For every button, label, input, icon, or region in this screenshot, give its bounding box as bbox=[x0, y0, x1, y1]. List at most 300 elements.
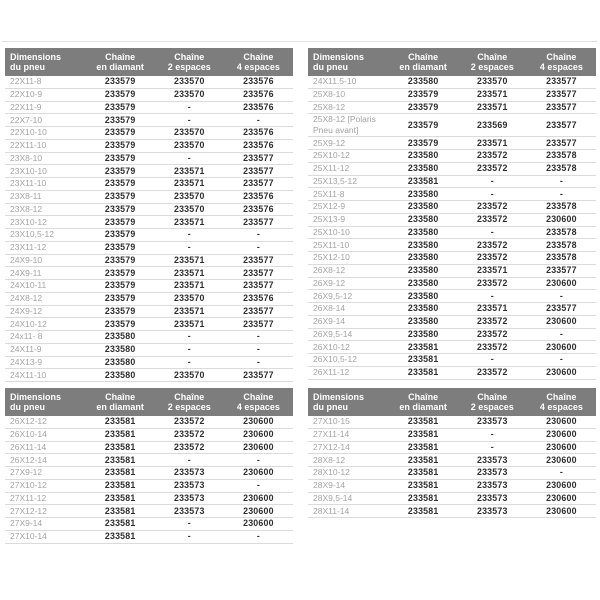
table-row bbox=[5, 280, 293, 293]
part-number-cell: 233572 bbox=[174, 429, 205, 440]
table-row bbox=[308, 505, 596, 518]
tire-dimension-cell: 28X10-12 bbox=[313, 467, 350, 478]
part-number-cell: 233579 bbox=[104, 76, 136, 87]
part-number-cell: 233577 bbox=[243, 280, 274, 291]
table-row bbox=[5, 153, 293, 166]
table-row bbox=[5, 293, 293, 306]
part-number-cell: 233570 bbox=[174, 293, 205, 304]
part-number-cell: - bbox=[490, 226, 494, 237]
table-row bbox=[308, 341, 596, 354]
part-number-cell: 230600 bbox=[546, 214, 577, 225]
part-number-cell: 233577 bbox=[546, 119, 577, 130]
part-number-cell: - bbox=[490, 290, 494, 301]
part-number-cell: - bbox=[490, 175, 494, 186]
table-row bbox=[308, 150, 596, 163]
part-number-cell: 233572 bbox=[477, 163, 508, 174]
column-header: Chaîne 4 espaces bbox=[236, 391, 280, 412]
tire-dimension-cell: 28X11-14 bbox=[313, 505, 350, 516]
part-number-cell: 233570 bbox=[174, 127, 205, 138]
table-row bbox=[308, 252, 596, 265]
tire-dimension-cell: 27X9-14 bbox=[10, 518, 43, 529]
column-header: Dimensions du pneu bbox=[313, 51, 365, 72]
part-number-cell: - bbox=[256, 331, 260, 342]
column-header: Chaîne 2 espaces bbox=[470, 391, 514, 412]
part-number-cell: 230600 bbox=[243, 467, 274, 478]
tire-dimension-cell: 23X10-10 bbox=[10, 165, 47, 176]
tire-dimension-cell: 25X10-12 bbox=[313, 150, 350, 161]
table-header bbox=[5, 48, 293, 76]
table-row bbox=[308, 278, 596, 291]
part-number-cell: - bbox=[559, 188, 563, 199]
table-header bbox=[5, 388, 293, 416]
part-number-cell: 233573 bbox=[174, 467, 205, 478]
tire-dimension-cell: 26X8-12 bbox=[313, 265, 346, 276]
part-number-cell: 233571 bbox=[174, 178, 205, 189]
part-number-cell: - bbox=[559, 354, 563, 365]
tire-dimension-cell: 22X11-10 bbox=[10, 140, 47, 151]
part-number-cell: - bbox=[256, 356, 260, 367]
part-number-cell: 233581 bbox=[407, 505, 439, 516]
part-number-cell: 233570 bbox=[174, 369, 205, 380]
table-row bbox=[308, 227, 596, 240]
top-divider-line bbox=[2, 41, 597, 42]
tire-dimension-cell: 28X8-12 bbox=[313, 454, 346, 465]
part-number-cell: 233581 bbox=[407, 367, 439, 378]
part-number-cell: 233579 bbox=[104, 191, 136, 202]
table-row bbox=[308, 290, 596, 303]
part-number-cell: 233579 bbox=[104, 140, 136, 151]
tire-dimension-cell: 25X8-12 bbox=[313, 101, 346, 112]
part-number-cell: 233572 bbox=[174, 441, 205, 452]
part-number-cell: 233576 bbox=[243, 89, 274, 100]
part-number-cell: 233580 bbox=[407, 277, 439, 288]
part-number-cell: 230600 bbox=[546, 341, 577, 352]
tire-dimension-cell: 22X10-9 bbox=[10, 89, 43, 100]
tire-dimension-cell: 28X9-14 bbox=[313, 480, 346, 491]
tire-dimension-cell: 25X9-12 bbox=[313, 137, 346, 148]
part-number-cell: 230600 bbox=[546, 505, 577, 516]
table-header bbox=[308, 48, 596, 76]
part-number-cell: 233572 bbox=[477, 316, 508, 327]
part-number-cell: 233572 bbox=[477, 214, 508, 225]
part-number-cell: - bbox=[187, 114, 191, 125]
part-number-cell: 233580 bbox=[407, 226, 439, 237]
part-number-cell: 233571 bbox=[174, 254, 205, 265]
part-number-cell: 230600 bbox=[546, 416, 577, 427]
part-number-cell: 233571 bbox=[174, 165, 205, 176]
tire-chain-table-bottom-left bbox=[5, 388, 293, 544]
table-row bbox=[5, 76, 293, 89]
tire-dimension-cell: 24X9-10 bbox=[10, 254, 43, 265]
tire-dimension-cell: 27X12-14 bbox=[313, 441, 350, 452]
part-number-cell: 230600 bbox=[546, 480, 577, 491]
tire-dimension-cell: 24X8-12 bbox=[10, 293, 43, 304]
part-number-cell: 233579 bbox=[104, 229, 136, 240]
part-number-cell: 233580 bbox=[407, 316, 439, 327]
part-number-cell: 233581 bbox=[104, 505, 136, 516]
part-number-cell: 233580 bbox=[407, 150, 439, 161]
part-number-cell: 233572 bbox=[477, 252, 508, 263]
part-number-cell: 233581 bbox=[104, 467, 136, 478]
table-row bbox=[5, 255, 293, 268]
tire-dimension-cell: 27X9-12 bbox=[10, 467, 43, 478]
part-number-cell: 233569 bbox=[477, 119, 508, 130]
part-number-cell: - bbox=[256, 480, 260, 491]
table-row bbox=[5, 369, 293, 382]
column-header: Dimensions du pneu bbox=[10, 51, 62, 72]
part-number-cell: 230600 bbox=[546, 454, 577, 465]
table-row bbox=[308, 467, 596, 480]
part-number-cell: 233581 bbox=[407, 175, 439, 186]
part-number-cell: 233577 bbox=[243, 318, 274, 329]
table-row bbox=[5, 89, 293, 102]
part-number-cell: 233571 bbox=[174, 318, 205, 329]
part-number-cell: 233570 bbox=[477, 76, 508, 87]
part-number-cell: 230600 bbox=[546, 367, 577, 378]
tire-dimension-cell: 28X9,5-14 bbox=[313, 492, 353, 503]
tire-dimension-cell: 25X10-10 bbox=[313, 226, 350, 237]
part-number-cell: 233579 bbox=[104, 101, 136, 112]
tire-dimension-cell: 26X9-14 bbox=[313, 316, 346, 327]
part-number-cell: - bbox=[490, 429, 494, 440]
part-number-cell: 230600 bbox=[546, 277, 577, 288]
table-row bbox=[308, 416, 596, 429]
part-number-cell: 233577 bbox=[546, 137, 577, 148]
part-number-cell: 233579 bbox=[407, 101, 439, 112]
part-number-cell: 233576 bbox=[243, 191, 274, 202]
part-number-cell: 233580 bbox=[104, 331, 136, 342]
part-number-cell: 233579 bbox=[104, 114, 136, 125]
tire-dimension-cell: 26X9,5-14 bbox=[313, 328, 353, 339]
column-header: Chaîne 4 espaces bbox=[539, 391, 583, 412]
table-row bbox=[308, 429, 596, 442]
part-number-cell: 230600 bbox=[546, 316, 577, 327]
table-row bbox=[5, 229, 293, 242]
part-number-cell: 233580 bbox=[407, 252, 439, 263]
table-row bbox=[308, 265, 596, 278]
tire-dimension-cell: 23X11-10 bbox=[10, 178, 47, 189]
tire-dimension-cell: 23X8-10 bbox=[10, 152, 43, 163]
tire-dimension-cell: 25X13-9 bbox=[313, 214, 346, 225]
part-number-cell: 233577 bbox=[243, 254, 274, 265]
part-number-cell: 233579 bbox=[407, 119, 439, 130]
part-number-cell: 230600 bbox=[243, 416, 274, 427]
part-number-cell: 233573 bbox=[174, 492, 205, 503]
part-number-cell: - bbox=[187, 531, 191, 542]
part-number-cell: 233571 bbox=[174, 216, 205, 227]
part-number-cell: - bbox=[187, 454, 191, 465]
part-number-cell: 233581 bbox=[407, 492, 439, 503]
part-number-cell: 233576 bbox=[243, 293, 274, 304]
part-number-cell: 233579 bbox=[104, 203, 136, 214]
tire-chain-table-top-right bbox=[308, 48, 596, 380]
part-number-cell: 233581 bbox=[407, 467, 439, 478]
tire-chain-table-bottom-right bbox=[308, 388, 596, 518]
part-number-cell: 233581 bbox=[104, 531, 136, 542]
tire-dimension-cell: 26X10-14 bbox=[10, 429, 47, 440]
part-number-cell: 233572 bbox=[477, 341, 508, 352]
table-row bbox=[5, 505, 293, 518]
part-number-cell: 233581 bbox=[104, 492, 136, 503]
table-row bbox=[308, 214, 596, 227]
part-number-cell: 233572 bbox=[477, 201, 508, 212]
part-number-cell: 233577 bbox=[243, 165, 274, 176]
tire-dimension-cell: 23X8-11 bbox=[10, 191, 42, 202]
part-number-cell: 233571 bbox=[174, 305, 205, 316]
tire-dimension-cell: 23X11-12 bbox=[10, 242, 47, 253]
part-number-cell: 233579 bbox=[104, 267, 136, 278]
part-number-cell: 233570 bbox=[174, 140, 205, 151]
part-number-cell: 233573 bbox=[477, 492, 508, 503]
table-row bbox=[308, 329, 596, 342]
part-number-cell: 230600 bbox=[243, 441, 274, 452]
table-row bbox=[5, 493, 293, 506]
part-number-cell: - bbox=[187, 101, 191, 112]
part-number-cell: 230600 bbox=[243, 429, 274, 440]
part-number-cell: - bbox=[256, 344, 260, 355]
tire-dimension-cell: 26X9-12 bbox=[313, 277, 346, 288]
table-row bbox=[5, 178, 293, 191]
tire-dimension-cell: 27X10-14 bbox=[10, 531, 47, 542]
tire-chain-table-top-left bbox=[5, 48, 293, 382]
table-row bbox=[5, 191, 293, 204]
table-row bbox=[5, 429, 293, 442]
table-row bbox=[5, 306, 293, 319]
part-number-cell: 233579 bbox=[407, 137, 439, 148]
table-row bbox=[308, 454, 596, 467]
tire-dimension-cell: 26X10,5-12 bbox=[313, 354, 357, 365]
part-number-cell: - bbox=[559, 467, 563, 478]
tire-dimension-cell: 27X10-12 bbox=[10, 480, 47, 491]
table-row bbox=[308, 316, 596, 329]
part-number-cell: - bbox=[256, 454, 260, 465]
table-row bbox=[5, 140, 293, 153]
part-number-cell: - bbox=[559, 175, 563, 186]
part-number-cell: 233577 bbox=[546, 89, 577, 100]
table-row bbox=[308, 188, 596, 201]
table-row bbox=[5, 467, 293, 480]
tire-dimension-cell: 22X7-10 bbox=[10, 114, 43, 125]
table-row bbox=[308, 239, 596, 252]
tire-dimension-cell: 25X13,5-12 bbox=[313, 175, 357, 186]
part-number-cell: 233581 bbox=[407, 429, 439, 440]
table-row bbox=[5, 357, 293, 370]
part-number-cell: 233573 bbox=[477, 416, 508, 427]
part-number-cell: - bbox=[187, 229, 191, 240]
part-number-cell: 233580 bbox=[407, 76, 439, 87]
part-number-cell: 233580 bbox=[407, 163, 439, 174]
part-number-cell: - bbox=[256, 229, 260, 240]
table-row bbox=[308, 89, 596, 102]
tire-dimension-cell: 22X10-10 bbox=[10, 127, 47, 138]
part-number-cell: 233581 bbox=[104, 454, 136, 465]
column-header: Chaîne en diamant bbox=[96, 391, 144, 412]
tire-dimension-cell: 26X10-12 bbox=[313, 341, 350, 352]
table-row bbox=[5, 102, 293, 115]
column-header: Dimensions du pneu bbox=[313, 391, 365, 412]
part-number-cell: 233571 bbox=[477, 265, 508, 276]
tire-dimension-cell: 24X11.5-10 bbox=[313, 76, 357, 87]
tire-dimension-cell: 25X12-9 bbox=[313, 201, 346, 212]
table-row bbox=[5, 127, 293, 140]
table-row bbox=[5, 242, 293, 255]
tire-dimension-cell: 24X9-11 bbox=[10, 267, 42, 278]
part-number-cell: - bbox=[187, 331, 191, 342]
part-number-cell: 233570 bbox=[174, 76, 205, 87]
part-number-cell: 233571 bbox=[174, 267, 205, 278]
part-number-cell: 233580 bbox=[104, 356, 136, 367]
column-header: Chaîne 4 espaces bbox=[236, 51, 280, 72]
part-number-cell: 233576 bbox=[243, 203, 274, 214]
part-number-cell: 233572 bbox=[477, 367, 508, 378]
tire-dimension-cell: 23X8-12 bbox=[10, 203, 43, 214]
tire-dimension-cell: 25X8-10 bbox=[313, 89, 346, 100]
table-row bbox=[308, 442, 596, 455]
part-number-cell: 233581 bbox=[407, 354, 439, 365]
part-number-cell: 233573 bbox=[477, 505, 508, 516]
part-number-cell: 233576 bbox=[243, 76, 274, 87]
tire-dimension-cell: 22X11-9 bbox=[10, 101, 42, 112]
part-number-cell: 233577 bbox=[546, 76, 577, 87]
part-number-cell: 233573 bbox=[174, 480, 205, 491]
part-number-cell: 233580 bbox=[407, 188, 439, 199]
part-number-cell: 233576 bbox=[243, 140, 274, 151]
part-number-cell: 233581 bbox=[407, 416, 439, 427]
table-row bbox=[308, 114, 596, 137]
part-number-cell: 233577 bbox=[243, 152, 274, 163]
part-number-cell: - bbox=[187, 518, 191, 529]
part-number-cell: 233580 bbox=[104, 344, 136, 355]
part-number-cell: 233570 bbox=[174, 89, 205, 100]
table-row bbox=[308, 493, 596, 506]
part-number-cell: 233581 bbox=[407, 341, 439, 352]
table-row bbox=[5, 267, 293, 280]
column-header: Dimensions du pneu bbox=[10, 391, 62, 412]
part-number-cell: 233571 bbox=[477, 303, 508, 314]
tables-grid bbox=[5, 48, 596, 544]
part-number-cell: - bbox=[187, 356, 191, 367]
table-row bbox=[5, 416, 293, 429]
table-row bbox=[5, 165, 293, 178]
table-row bbox=[5, 518, 293, 531]
part-number-cell: 233579 bbox=[104, 254, 136, 265]
part-number-cell: 233570 bbox=[174, 203, 205, 214]
table-row bbox=[5, 344, 293, 357]
part-number-cell: 233573 bbox=[477, 480, 508, 491]
part-number-cell: 230600 bbox=[546, 492, 577, 503]
part-number-cell: 233572 bbox=[477, 277, 508, 288]
table-row bbox=[308, 176, 596, 189]
tire-dimension-cell: 26X9,5-12 bbox=[313, 290, 353, 301]
table-row bbox=[5, 318, 293, 331]
tire-dimension-cell: 26X12-12 bbox=[10, 416, 47, 427]
part-number-cell: - bbox=[559, 290, 563, 301]
part-number-cell: 233579 bbox=[104, 216, 136, 227]
part-number-cell: 233577 bbox=[546, 303, 577, 314]
tire-dimension-cell: 25X12-10 bbox=[313, 252, 350, 263]
tire-dimension-cell: 25X8-12 [Polaris Pneu avant] bbox=[313, 114, 376, 136]
tire-dimension-cell: 25X11-10 bbox=[313, 239, 350, 250]
table-row bbox=[308, 480, 596, 493]
table-row bbox=[308, 76, 596, 89]
part-number-cell: 230600 bbox=[243, 505, 274, 516]
table-row bbox=[5, 204, 293, 217]
part-number-cell: 233572 bbox=[477, 239, 508, 250]
part-number-cell: - bbox=[256, 114, 260, 125]
tire-dimension-cell: 24X10-11 bbox=[10, 280, 47, 291]
tire-dimension-cell: 27X12-12 bbox=[10, 505, 47, 516]
part-number-cell: 233570 bbox=[174, 191, 205, 202]
part-number-cell: 230600 bbox=[546, 441, 577, 452]
part-number-cell: 230600 bbox=[243, 518, 274, 529]
part-number-cell: 233579 bbox=[104, 280, 136, 291]
part-number-cell: 233579 bbox=[104, 89, 136, 100]
table-row bbox=[308, 303, 596, 316]
table-row bbox=[308, 163, 596, 176]
part-number-cell: 233576 bbox=[243, 101, 274, 112]
part-number-cell: 233581 bbox=[104, 518, 136, 529]
table-row bbox=[5, 331, 293, 344]
part-number-cell: - bbox=[256, 531, 260, 542]
part-number-cell: 233578 bbox=[546, 226, 577, 237]
column-header: Chaîne 4 espaces bbox=[539, 51, 583, 72]
part-number-cell: 233578 bbox=[546, 163, 577, 174]
part-number-cell: 233581 bbox=[104, 416, 136, 427]
tire-dimension-cell: 26X8-14 bbox=[313, 303, 346, 314]
part-number-cell: 233573 bbox=[477, 454, 508, 465]
part-number-cell: 233581 bbox=[104, 441, 136, 452]
table-row bbox=[5, 216, 293, 229]
part-number-cell: 233579 bbox=[407, 89, 439, 100]
part-number-cell: - bbox=[256, 242, 260, 253]
column-header: Chaîne 2 espaces bbox=[470, 51, 514, 72]
part-number-cell: 233571 bbox=[477, 101, 508, 112]
part-number-cell: 233579 bbox=[104, 318, 136, 329]
part-number-cell: 233572 bbox=[477, 328, 508, 339]
part-number-cell: 233572 bbox=[174, 416, 205, 427]
tire-dimension-cell: 24X10-12 bbox=[10, 318, 47, 329]
part-number-cell: 230600 bbox=[546, 429, 577, 440]
part-number-cell: 233577 bbox=[243, 369, 274, 380]
tire-dimension-cell: 24X11-9 bbox=[10, 344, 42, 355]
tire-dimension-cell: 27X11-12 bbox=[10, 492, 47, 503]
part-number-cell: 233579 bbox=[104, 127, 136, 138]
column-header: Chaîne en diamant bbox=[399, 51, 447, 72]
part-number-cell: 233577 bbox=[243, 267, 274, 278]
tire-dimension-cell: 26X11-12 bbox=[313, 367, 350, 378]
column-header: Chaîne en diamant bbox=[96, 51, 144, 72]
part-number-cell: 233576 bbox=[243, 127, 274, 138]
part-number-cell: - bbox=[187, 152, 191, 163]
part-number-cell: 230600 bbox=[243, 492, 274, 503]
table-row bbox=[5, 531, 293, 544]
part-number-cell: 233571 bbox=[477, 89, 508, 100]
table-row bbox=[5, 442, 293, 455]
part-number-cell: 233580 bbox=[407, 328, 439, 339]
part-number-cell: 233580 bbox=[104, 369, 136, 380]
part-number-cell: - bbox=[187, 242, 191, 253]
part-number-cell: 233571 bbox=[477, 137, 508, 148]
part-number-cell: 233571 bbox=[174, 280, 205, 291]
part-number-cell: 233579 bbox=[104, 178, 136, 189]
table-row bbox=[308, 137, 596, 150]
tire-dimension-cell: 22X11-8 bbox=[10, 76, 42, 87]
part-number-cell: 233579 bbox=[104, 293, 136, 304]
column-header: Chaîne 2 espaces bbox=[167, 51, 211, 72]
part-number-cell: 233578 bbox=[546, 252, 577, 263]
tire-dimension-cell: 24X13-9 bbox=[10, 356, 43, 367]
part-number-cell: 233573 bbox=[477, 467, 508, 478]
